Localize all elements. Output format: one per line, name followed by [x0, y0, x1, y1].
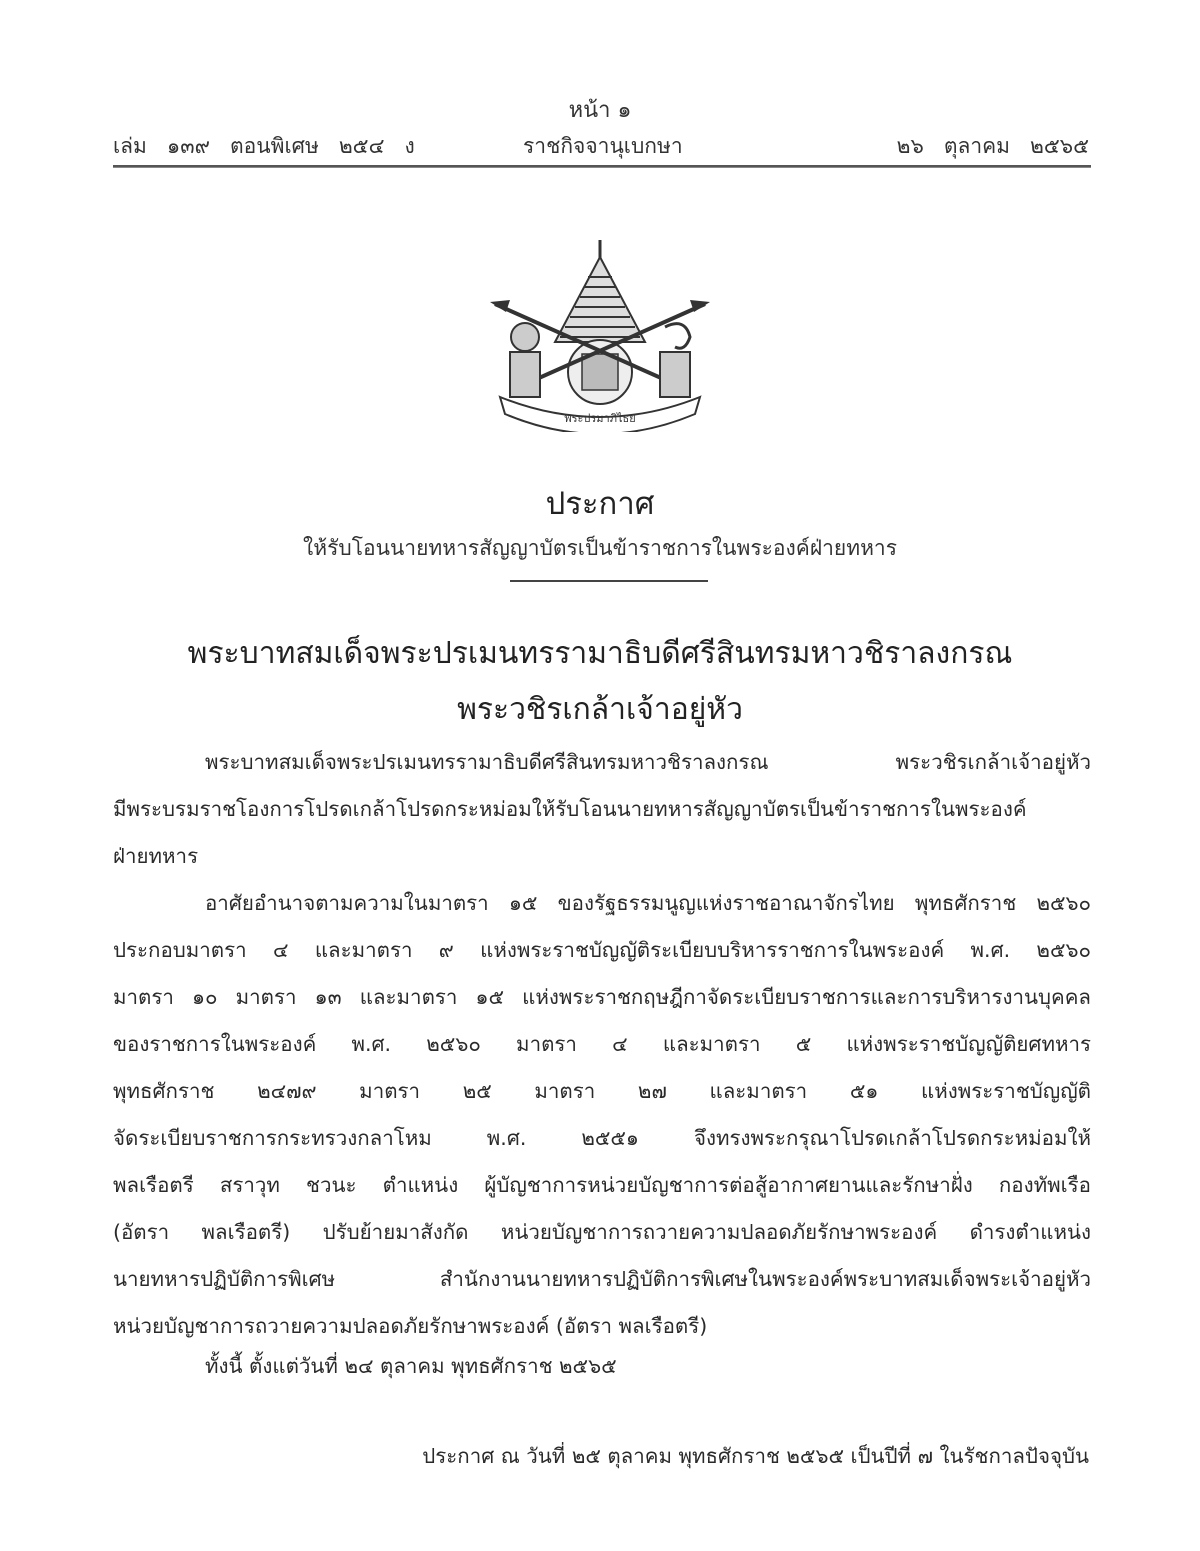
paragraph-2-line: นายทหารปฏิบัติการพิเศษ สำนักงานนายทหารปฏิบัติการพิเศษในพระองค์พระบาทสมเด็จพระเจ้าอยู่หัว	[113, 1267, 1091, 1291]
king-name-line-1: พระบาทสมเด็จพระปรเมนทรรามาธิบดีศรีสินทรมหาวชิราลงกรณ	[187, 636, 1013, 671]
paragraph-1-line: พระบาทสมเด็จพระปรเมนทรรามาธิบดีศรีสินทรมหาวชิราลงกรณ พระวชิรเกล้าเจ้าอยู่หัว	[205, 750, 1091, 774]
paragraph-2-line: พุทธศักราช ๒๔๗๙ มาตรา ๒๕ มาตรา ๒๗ และมาตรา ๕๑ แห่งพระราชบัญญัติ	[113, 1079, 1091, 1103]
svg-text:พระปรมาภิไธย: พระปรมาภิไธย	[564, 412, 636, 425]
paragraph-2-line: พลเรือตรี สราวุท ชวนะ ตำแหน่ง ผู้บัญชาการหน่วยบัญชาการต่อสู้อากาศยานและรักษาฝั่ง กองทัพเรือ	[113, 1173, 1091, 1197]
paragraph-2-line: หน่วยบัญชาการถวายความปลอดภัยรักษาพระองค์ (อัตรา พลเรือตรี)	[113, 1314, 708, 1338]
royal-emblem-icon	[470, 232, 730, 432]
publication-date: ๒๖ ตุลาคม ๒๕๖๕	[896, 134, 1089, 158]
publication-name: ราชกิจจานุเบกษา	[523, 134, 683, 158]
paragraph-2-line: ประกอบมาตรา ๔ และมาตรา ๙ แห่งพระราชบัญญัติระเบียบบริหารราชการในพระองค์ พ.ศ. ๒๕๖๐	[113, 938, 1091, 962]
title-divider	[510, 580, 708, 582]
announcement-subtitle: ให้รับโอนนายทหารสัญญาบัตรเป็นข้าราชการในพระองค์ฝ่ายทหาร	[302, 536, 897, 560]
paragraph-2-line: มาตรา ๑๐ มาตรา ๑๓ และมาตรา ๑๕ แห่งพระราชกฤษฎีกาจัดระเบียบราชการและการบริหารงานบุคคล	[113, 985, 1091, 1009]
paragraph-1-line: มีพระบรมราชโองการโปรดเกล้าโปรดกระหม่อมให้รับโอนนายทหารสัญญาบัตรเป็นข้าราชการในพระองค์	[113, 797, 1027, 821]
volume-issue: เล่ม ๑๓๙ ตอนพิเศษ ๒๕๔ ง	[113, 134, 415, 158]
page-number: หน้า ๑	[568, 98, 632, 123]
king-name-line-2: พระวชิรเกล้าเจ้าอยู่หัว	[457, 692, 743, 727]
effective-date: ทั้งนี้ ตั้งแต่วันที่ ๒๔ ตุลาคม พุทธศักราช ๒๕๖๕	[205, 1354, 617, 1378]
paragraph-2-line: อาศัยอำนาจตามความในมาตรา ๑๕ ของรัฐธรรมนูญแห่งราชอาณาจักรไทย พุทธศักราช ๒๕๖๐	[205, 891, 1091, 915]
header-divider	[113, 165, 1091, 168]
gazette-header	[113, 130, 1089, 162]
paragraph-2-line: ของราชการในพระองค์ พ.ศ. ๒๕๖๐ มาตรา ๔ และมาตรา ๕ แห่งพระราชบัญญัติยศทหาร	[113, 1032, 1091, 1056]
paragraph-2-line: (อัตรา พลเรือตรี) ปรับย้ายมาสังกัด หน่วยบัญชาการถวายความปลอดภัยรักษาพระองค์ ดำรงตำแหน่ง	[113, 1220, 1091, 1244]
paragraph-2-line: จัดระเบียบราชการกระทรวงกลาโหม พ.ศ. ๒๕๕๑ จึงทรงพระกรุณาโปรดเกล้าโปรดกระหม่อมให้	[113, 1126, 1091, 1150]
paragraph-1-line: ฝ่ายทหาร	[113, 844, 199, 868]
closing-statement: ประกาศ ณ วันที่ ๒๕ ตุลาคม พุทธศักราช ๒๕๖๕ เป็นปีที่ ๗ ในรัชกาลปัจจุบัน	[422, 1444, 1089, 1468]
announcement-title: ประกาศ	[545, 486, 655, 522]
